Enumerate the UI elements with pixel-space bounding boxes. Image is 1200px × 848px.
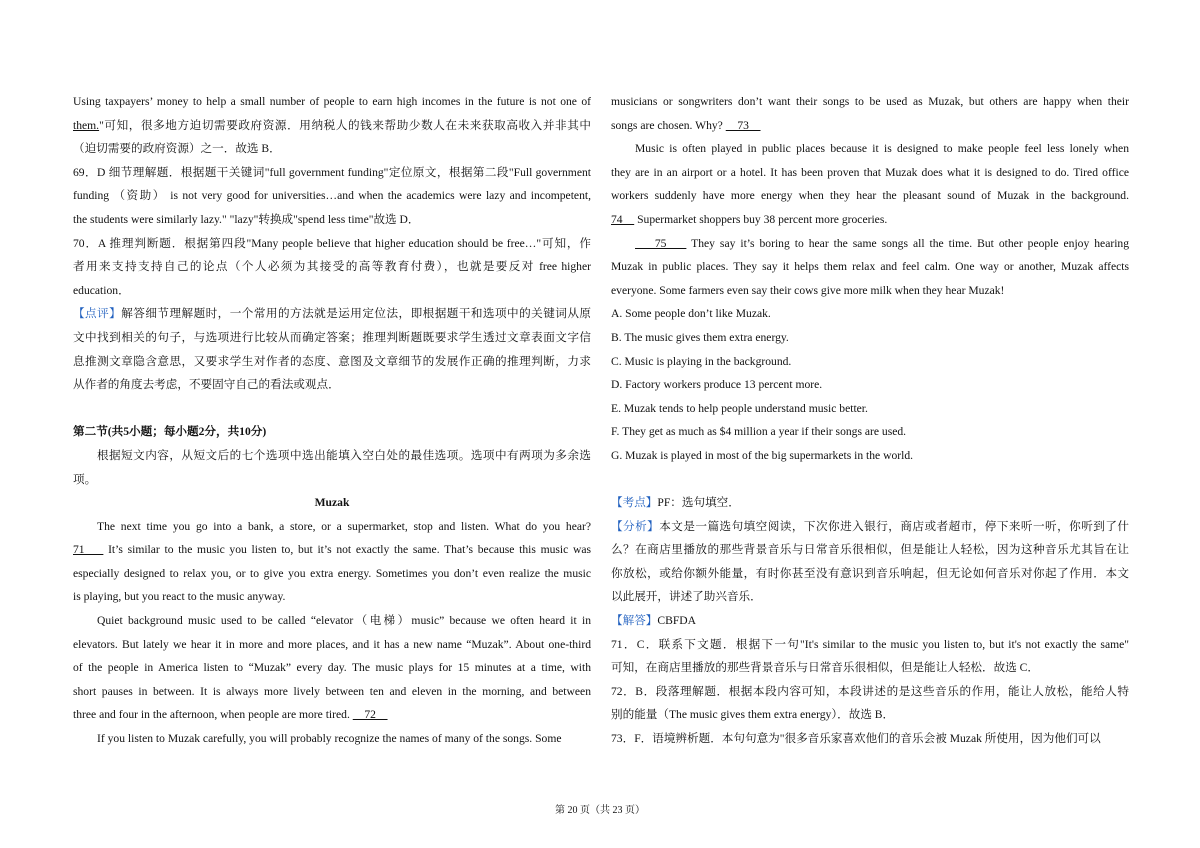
text-line: 从作者的角度去考虑，不要固守自己的看法或观点． (73, 378, 340, 392)
text-line: funding （资助） is not very good for universities…and when the academics were lazy and incompetent, (73, 189, 591, 203)
text-line: 文中找到相关的句子，与选项进行比较从而确定答案；推理判断题既要求学生透过文章表面文字信 (73, 330, 591, 344)
text-line: 息推测文章隐含意思，又要求学生对作者的态度、意图及文章细节的发展作正确的推理判断，力求 (73, 354, 591, 368)
text-line: of the people in America listen to “Muzak” every day. The music plays for 15 minutes at a time, with (73, 661, 591, 675)
text-line: 74 Supermarket shoppers buy 38 percent more groceries. (611, 212, 888, 226)
text-line: 72．B．段落理解题．根据本段内容可知，本段讲述的是这些音乐的作用，能让人放松，能给人特 (611, 684, 1129, 698)
text-line: 么？在商店里播放的那些背景音乐与日常音乐很相似，但是能让人轻松，因为这种音乐尤其旨在让 (611, 543, 1129, 557)
text-line: C. Music is playing in the background. (611, 354, 792, 368)
text-line: 【点评】解答细节理解题时，一个常用的方法就是运用定位法，即根据题干和选项中的关键词从原 (73, 307, 591, 321)
text-line: 你放松，或给你额外能量，有时你甚至没有意识到音乐响起，但无论如何音乐对你起了作用．本文 (611, 566, 1129, 580)
text-line: G. Muzak is played in most of the big supermarkets in the world. (611, 448, 914, 462)
text-line: 者用来支持支持自己的论点（个人必须为其接受的高等教育付费），也就是要反对 free higher (73, 260, 591, 274)
text-line: 73．F．语境辨析题．本句句意为"很多音乐家喜欢他们的音乐会被 Muzak 所使用，因为他们可以 (611, 732, 1101, 746)
text-line: （迫切需要的政府资源）之一．故选 B． (73, 142, 281, 156)
text-line: especially designed to relax you, or to give you extra energy. Sometimes you don’t even realize the music (73, 566, 591, 580)
text-line: If you listen to Muzak carefully, you will probably recognize the names of many of the songs. Some (97, 732, 562, 746)
section-marker: 【解答】 (611, 614, 658, 628)
text-line: E. Muzak tends to help people understand music better. (611, 401, 868, 415)
text-line: education． (73, 283, 130, 297)
section-marker: 【点评】 (73, 307, 122, 321)
text-line: songs are chosen. Why? 73 (611, 118, 761, 132)
text-line: D. Factory workers produce 13 percent more. (611, 378, 823, 392)
text-line: short pauses in between. It is always more lively between ten and eleven in the morning, and between (73, 684, 591, 698)
text-line: Music is often played in public places because it is designed to make people feel less lonely when (635, 142, 1129, 156)
text-line: 可知，在商店里播放的那些背景音乐与日常音乐很相似，但是能让人轻松．故选 C． (611, 661, 1040, 675)
text-line: B. The music gives them extra energy. (611, 330, 789, 344)
text-line: 第二节(共5小题；每小题2分，共10分) (73, 425, 267, 439)
text-line: they are in an airport or a hotel. It has been proven that Muzak does what it is designed to do. Tired office (611, 165, 1129, 179)
text-line: 项。 (73, 472, 97, 486)
text-line: 【考点】PF：选句填空． (611, 496, 740, 510)
left-column (73, 90, 591, 751)
text-line: three and four in the afternoon, when people are more tired. 72 (73, 708, 388, 722)
text-line: them."可知，很多地方迫切需要政府资源．用纳税人的钱来帮助少数人在未来获取高收入并非其中 (73, 118, 591, 132)
text-line: Quiet background music used to be called “elevator（电梯）music” because we often heard it in (97, 614, 591, 628)
page-footer: 第 20 页（共 23 页） (555, 805, 645, 816)
text-line: A. Some people don’t like Muzak. (611, 307, 771, 321)
text-line: Muzak in public places. They say it helps them relax and feel calm. One way or another, Muzak affects (611, 260, 1129, 274)
text-line: 69．D 细节理解题．根据题干关键词"full government funding"定位原文，根据第二段"Full government (73, 165, 591, 179)
section-marker: 【考点】 (611, 496, 658, 510)
text-line: Muzak (314, 496, 350, 510)
text-line: 【解答】CBFDA (611, 614, 697, 628)
section-marker: 【分析】 (611, 519, 660, 533)
text-line: the students were similarly lazy." "lazy"转换成"spend less time"故选 D． (73, 212, 420, 226)
text-line: The next time you go into a bank, a store, or a supermarket, stop and listen. What do you hear? (97, 519, 591, 533)
answer-blank: 72 (352, 708, 388, 722)
text-line: Using taxpayers’ money to help a small number of people to earn high incomes in the future is not one of (73, 95, 591, 108)
text-line: 71 It’s similar to the music you listen to, but it’s not exactly the same. That’s because this music was (73, 543, 591, 557)
answer-blank: 73 (725, 118, 761, 132)
text-line: elevators. But lately we hear it in more and more places, and it has a new name “Muzak”. About one-third (73, 637, 591, 651)
text-line: F. They get as much as $4 million a year if their songs are used. (611, 425, 907, 439)
answer-blank: 75 (635, 236, 687, 250)
text-line: 根据短文内容，从短文后的七个选项中选出能填入空白处的最佳选项。选项中有两项为多余选 (97, 448, 591, 462)
text-line: everyone. Some farmers even say their cows give more milk when they hear Muzak! (611, 283, 1005, 297)
text-line: workers suddenly have more energy when they hear the pleasant sound of Muzak in the background. (611, 189, 1129, 203)
answer-blank: 74 (611, 212, 635, 226)
answer-blank: 71 (73, 543, 104, 557)
text-line: 别的能量（The music gives them extra energy）．故选 B． (611, 708, 895, 722)
text-line: 【分析】本文是一篇选句填空阅读，下次你进入银行，商店或者超市，停下来听一听，你听到了什 (611, 519, 1129, 533)
right-column (611, 90, 1129, 751)
text-line: 75 They say it’s boring to hear the same songs all the time. But other people enjoy hearing (635, 236, 1129, 250)
text-line: 以此展开，讲述了助兴音乐． (611, 590, 762, 604)
text-line: is playing, but you react to the music anyway. (73, 590, 286, 604)
text-line (611, 468, 1129, 492)
text-line: 70．A 推理判断题．根据第四段"Many people believe that higher education should be free…"可知，作 (73, 236, 591, 250)
text-line: 71．C．联系下文题．根据下一句"It's similar to the music you listen to, but it's not exactly the same" (611, 637, 1129, 651)
text-line: musicians or songwriters don’t want their songs to be used as Muzak, but others are happy when their (611, 95, 1129, 108)
text-line (73, 397, 591, 421)
